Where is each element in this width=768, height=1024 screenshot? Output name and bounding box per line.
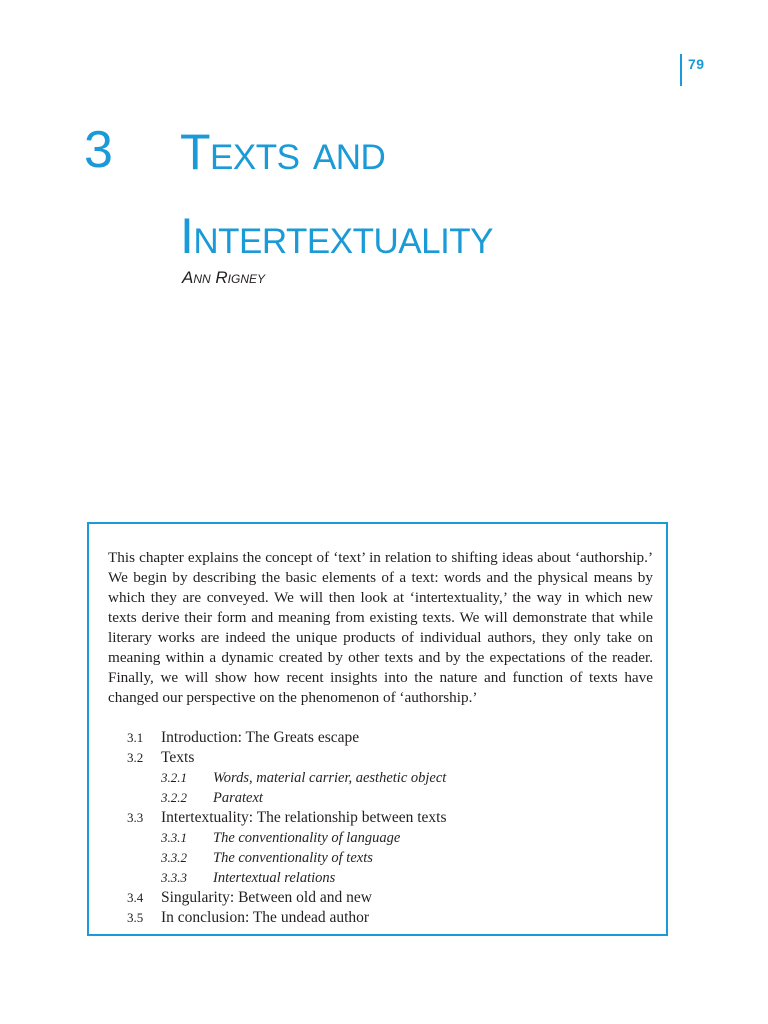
chapter-contents-list xyxy=(127,728,627,928)
toc-entry-title: In conclusion: The undead author xyxy=(161,909,370,926)
toc-entry xyxy=(127,808,627,828)
toc-entry-title: Singularity: Between old and new xyxy=(161,889,372,906)
toc-entry-number: 3.4 xyxy=(127,890,144,905)
toc-entry xyxy=(127,728,627,748)
toc-subentry-number: 3.3.1 xyxy=(161,830,187,845)
toc-subentry-number: 3.3.2 xyxy=(161,850,187,865)
toc-subentry-number: 3.3.3 xyxy=(161,870,187,885)
toc-entry-number: 3.1 xyxy=(127,730,144,745)
toc-subentry xyxy=(127,788,627,808)
toc-subentry-title: Intertextual relations xyxy=(213,870,336,886)
toc-subentry-number: 3.2.1 xyxy=(161,770,187,785)
chapter-author: Ann Rigney xyxy=(182,268,266,287)
toc-subentry-title: The conventionality of language xyxy=(213,830,401,846)
toc-subentry xyxy=(127,848,627,868)
chapter-title-line-2: Intertextuality xyxy=(180,208,494,264)
chapter-abstract-text: This chapter explains the concept of ‘text’ in relation to shifting ideas about ‘authorship.’ We begin by describing the basic elements of a text: words and the physical means by which they are conveyed. We will then look at ‘intertextuality,’ the way in which new texts derive their form and meaning from existing texts. We will demonstrate that while literary works are indeed the unique products of individual authors, they only take on meaning within a dynamic created by other texts and by the expectations of the reader. Finally, we will show how recent insights into the nature and function of texts have changed our perspective on the phenomenon of ‘authorship.’ xyxy=(108,549,653,706)
toc-subentry-title: Words, material carrier, aesthetic object xyxy=(213,770,447,786)
page-number-rule xyxy=(680,54,682,86)
toc-entry-number: 3.2 xyxy=(127,750,144,765)
page-number: 79 xyxy=(688,56,705,72)
toc-entry-number: 3.3 xyxy=(127,810,144,825)
toc-subentry xyxy=(127,868,627,888)
chapter-number: 3 xyxy=(84,121,113,179)
chapter-title xyxy=(180,110,493,278)
chapter-title-line-1: Texts and xyxy=(180,124,386,180)
toc-entry-title: Introduction: The Greats escape xyxy=(161,729,360,746)
toc-subentry-title: Paratext xyxy=(213,790,263,806)
toc-subentry xyxy=(127,768,627,788)
toc-subentry xyxy=(127,828,627,848)
toc-entry xyxy=(127,888,627,908)
toc-entry-title: Intertextuality: The relationship between texts xyxy=(161,809,447,826)
toc-entry-number: 3.5 xyxy=(127,910,144,925)
toc-subentry-title: The conventionality of texts xyxy=(213,850,373,866)
toc-entry xyxy=(127,748,627,768)
toc-entry-title: Texts xyxy=(161,749,195,766)
toc-subentry-number: 3.2.2 xyxy=(161,790,187,805)
toc-entry xyxy=(127,908,627,928)
chapter-abstract-box xyxy=(87,522,668,936)
